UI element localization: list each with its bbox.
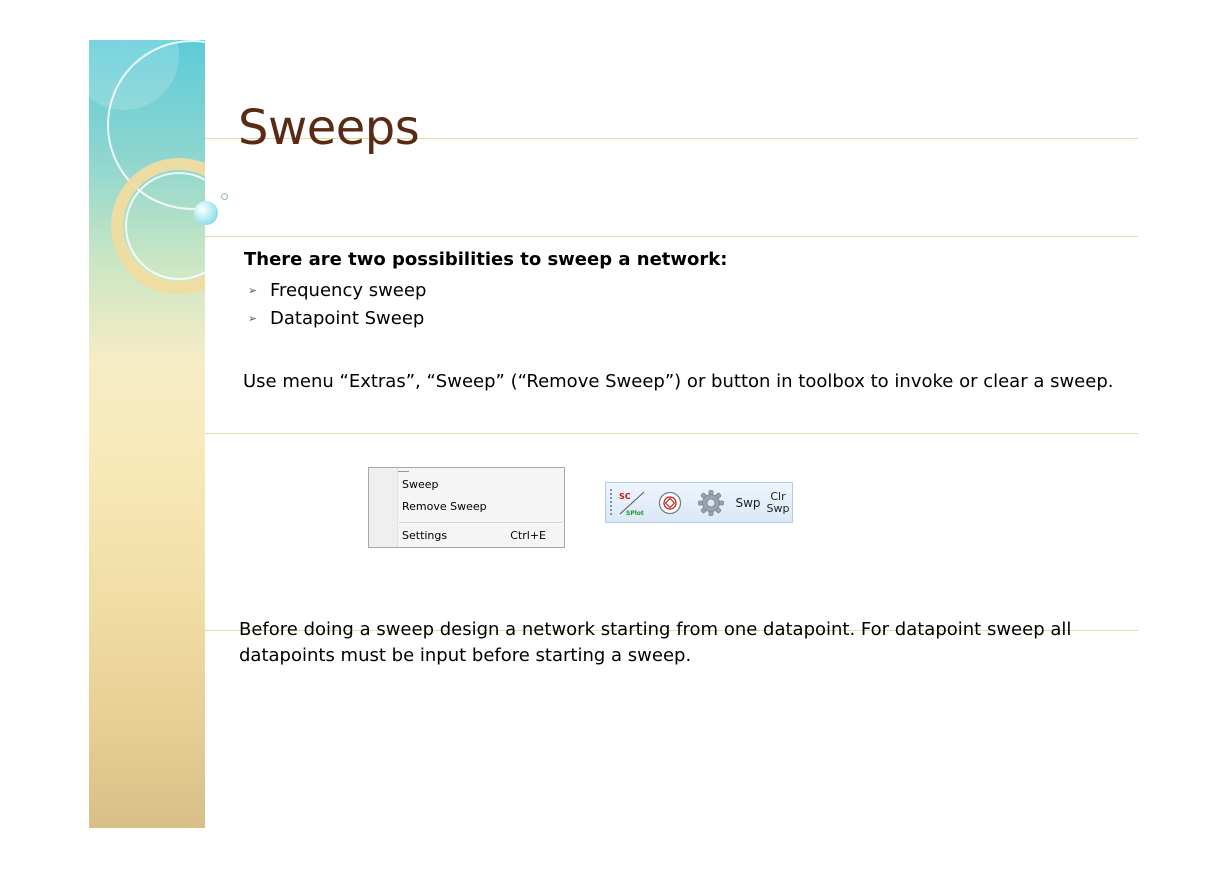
splot-bottom-text: SPlot: [626, 510, 644, 517]
menu-item-settings[interactable]: [402, 529, 546, 542]
menu-item-label: Sweep: [402, 478, 439, 491]
decorative-bubble: [194, 201, 218, 225]
list-item: [248, 305, 426, 333]
sweep-button[interactable]: Swp: [735, 496, 761, 510]
gear-icon: [697, 489, 725, 517]
bullet-text: Datapoint Sweep: [270, 308, 425, 329]
decorative-side-band: [89, 40, 205, 828]
toolbar-grip[interactable]: [610, 489, 612, 517]
bullet-arrow-icon: ➢: [248, 284, 258, 297]
section-rule-2: [205, 433, 1138, 434]
menu-item-label: Settings: [402, 529, 448, 542]
clear-sweep-bottom-label: Swp: [766, 502, 790, 515]
menu-item-label: Remove Sweep: [402, 500, 487, 513]
bullet-list: [248, 277, 426, 333]
smith-chart-button[interactable]: [656, 487, 684, 519]
splot-icon: [616, 488, 648, 518]
menu-item-sweep[interactable]: [402, 478, 546, 491]
toolbox-screenshot: [605, 482, 793, 523]
menu-item-remove-sweep[interactable]: [402, 500, 546, 513]
menu-gutter: [369, 468, 398, 547]
smith-chart-icon: [657, 490, 683, 516]
menu-separator: [399, 522, 562, 523]
note-paragraph: Before doing a sweep design a network starting from one datapoint. For datapoint sweep all datapoints must be input before starting a sweep.: [239, 619, 1072, 666]
settings-button[interactable]: [696, 487, 726, 519]
menu-item-shortcut: Ctrl+E: [510, 529, 546, 542]
decorative-small-bubble: [221, 193, 228, 200]
slide-title: Sweeps: [238, 100, 420, 156]
clear-sweep-button[interactable]: [764, 487, 792, 519]
bullet-arrow-icon: ➢: [248, 312, 258, 325]
clear-sweep-top-label: Clr: [770, 490, 786, 503]
bullet-text: Frequency sweep: [270, 280, 427, 301]
instructions-paragraph: Use menu “Extras”, “Sweep” (“Remove Sweep”) or button in toolbox to invoke or clear a sweep.: [243, 371, 1114, 392]
splot-button[interactable]: [616, 487, 648, 519]
intro-text: There are two possibilities to sweep a network:: [244, 249, 728, 270]
list-item: [248, 277, 426, 305]
section-rule-1: [205, 236, 1138, 237]
splot-top-text: SC: [619, 492, 631, 501]
extras-menu-screenshot: [368, 467, 565, 548]
